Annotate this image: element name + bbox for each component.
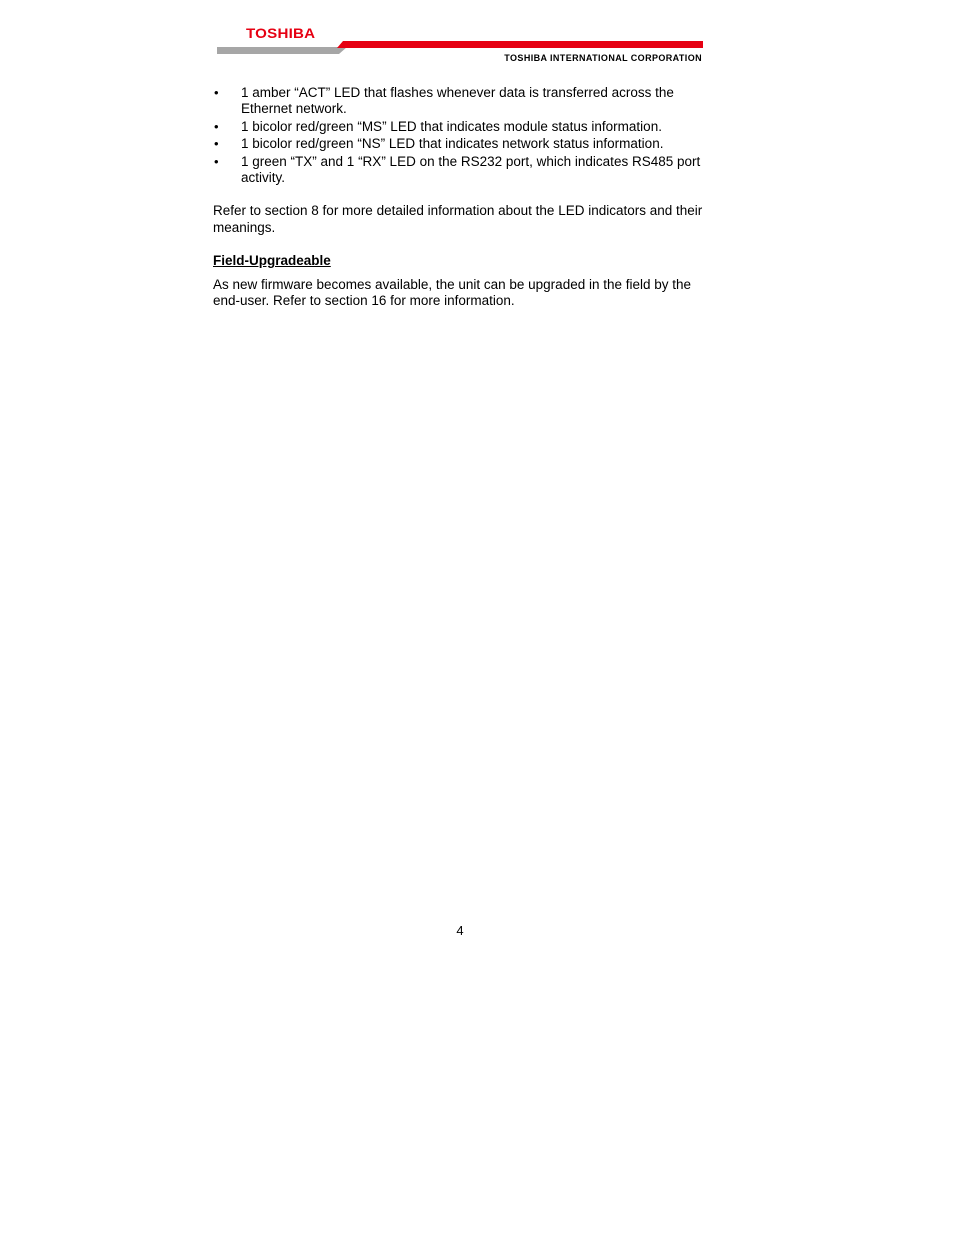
list-item [213, 85, 703, 118]
led-list [213, 85, 703, 186]
list-item [213, 154, 703, 187]
page-number: 4 [456, 923, 464, 938]
bullet-icon: • [214, 136, 219, 152]
toshiba-logo: TOSHIBA [246, 25, 316, 41]
section-heading: Field-Upgradeable [213, 253, 331, 269]
bullet-icon: • [214, 118, 219, 134]
field-upgradeable-paragraph: As new firmware becomes available, the unit can be upgraded in the field by the end-user. Refer to section 16 for more information. [213, 276, 692, 309]
led-reference-paragraph: Refer to section 8 for more detailed information about the LED indicators and their meanings. [213, 203, 703, 235]
page-content [213, 85, 703, 309]
list-item [213, 136, 703, 152]
list-item-text: 1 green “TX” and 1 “RX” LED on the RS232 port, which indicates RS485 port activity. [241, 153, 701, 186]
header-band-red [337, 41, 703, 48]
list-item-text: 1 bicolor red/green “NS” LED that indicates network status information. [241, 136, 664, 152]
header-band-gray [217, 47, 347, 54]
bullet-icon: • [214, 153, 219, 169]
list-item-text: 1 bicolor red/green “MS” LED that indicates module status information. [241, 118, 662, 134]
bullet-icon: • [214, 85, 219, 100]
list-item-text: 1 amber “ACT” LED that flashes whenever data is transferred across the Ethernet network. [241, 85, 674, 117]
list-item [213, 119, 703, 135]
company-name: TOSHIBA INTERNATIONAL CORPORATION [504, 53, 702, 63]
